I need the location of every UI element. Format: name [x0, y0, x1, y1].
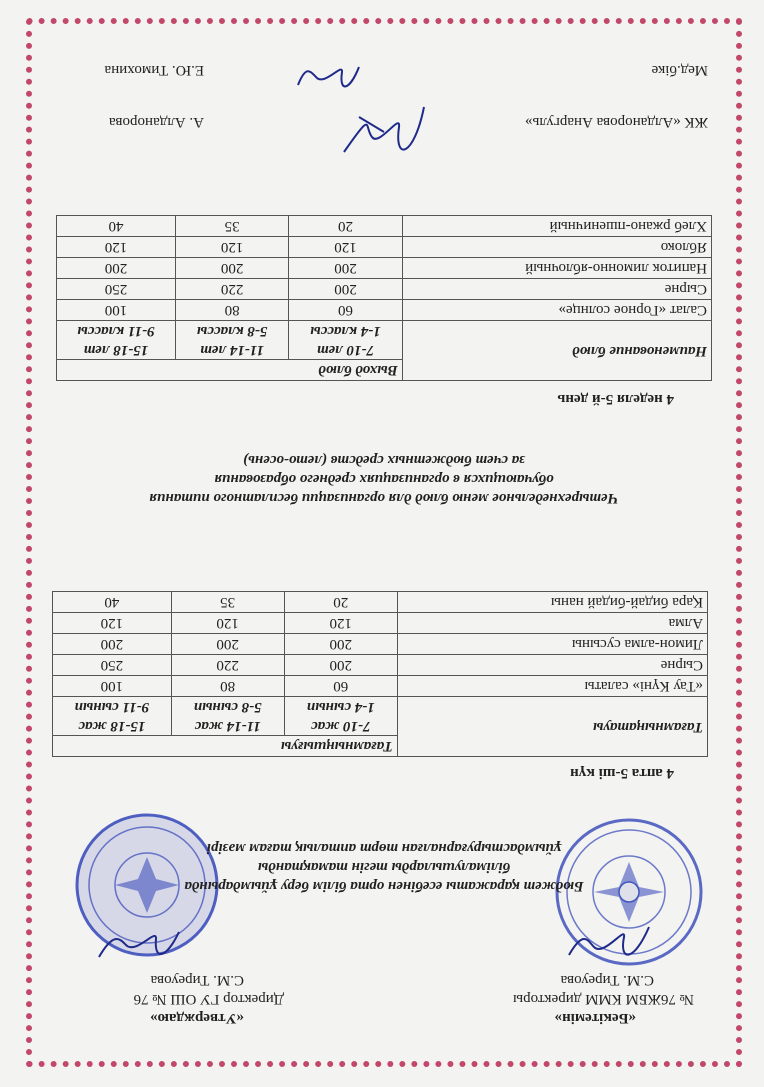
kz-table-header [53, 736, 708, 757]
approval-kz-title: «Бекітемін» [554, 1010, 636, 1026]
dish-value: 120 [171, 613, 284, 634]
ru-age-col-1 [289, 321, 402, 360]
dish-name: Алма [397, 613, 707, 634]
dish-value: 200 [284, 655, 397, 676]
kz-title [84, 838, 684, 895]
ru-title-line1: Четырехнедельное меню блюд для организации бесплатного питания [149, 490, 619, 506]
dish-value: 100 [53, 676, 172, 697]
dish-name: Лимон-алма сусыны [397, 634, 707, 655]
dish-value: 200 [175, 258, 288, 279]
kz-grade-1: 1-4 сынып [306, 699, 375, 715]
ru-age-1: 7-10 лет [316, 342, 375, 358]
ru-day-label: 4 неделя 5-й день [557, 391, 674, 407]
dish-value: 100 [57, 300, 176, 321]
dish-value: 200 [289, 279, 402, 300]
table-row [53, 634, 708, 655]
kz-title-line3: ұйымдастыруғарналған төрт апталық тағам мәзірі [206, 840, 562, 856]
table-row [53, 655, 708, 676]
dish-value: 40 [57, 216, 176, 237]
dish-name: Хлеб ржано-пшеничный [402, 216, 711, 237]
kz-grade-2: 5-8 сынып [193, 699, 262, 715]
dish-name: Сырне [397, 655, 707, 676]
table-row [57, 237, 712, 258]
ru-age-3: 15-18 лет [83, 342, 149, 358]
ru-title-line2: обучающихся в организациях среднего образования [214, 471, 554, 487]
dish-value: 35 [171, 592, 284, 613]
dish-value: 80 [171, 676, 284, 697]
dish-value: 60 [289, 300, 402, 321]
dish-value: 200 [53, 634, 172, 655]
dish-name: Сырне [402, 279, 711, 300]
director-signature-ru-icon [94, 917, 184, 967]
kz-age-col-3 [53, 697, 172, 736]
ru-title [84, 450, 684, 507]
kz-col-name: Тағамныңатауы [397, 697, 707, 757]
dish-value: 200 [284, 634, 397, 655]
ru-age-2: 11-14 лет [200, 342, 264, 358]
dish-value: 120 [53, 613, 172, 634]
kz-title-line2: білімалушыларды тегін тамақтанды [257, 859, 511, 875]
kz-age-col-1 [284, 697, 397, 736]
nurse-label: Мед.біке [651, 62, 708, 78]
dish-name: Напиток лимонно-яблочный [402, 258, 711, 279]
company-person: А. Алданорова [108, 114, 204, 130]
dish-value: 250 [53, 655, 172, 676]
dish-value: 35 [175, 216, 288, 237]
approval-kz-line1: № 76ЖБМ КММ директоры [513, 991, 694, 1007]
dish-name: «Тау Күні» салаты [397, 676, 707, 697]
ru-table-header [57, 360, 712, 381]
kz-age-2: 11-14 жас [194, 718, 261, 734]
dish-name: Яблоко [402, 237, 711, 258]
dish-value: 120 [289, 237, 402, 258]
ru-grade-1: 1-4 классы [310, 323, 381, 339]
ru-col-output: Выход блюд [57, 360, 403, 381]
dish-name: Салат «Горное солнце» [402, 300, 711, 321]
approval-kz-line2: С.М. Тиреуова [560, 972, 654, 988]
nurse-person: Е.Ю. Тимохина [104, 62, 204, 78]
kz-age-3: 15-18 жас [78, 718, 146, 734]
table-row [57, 258, 712, 279]
dish-value: 220 [171, 655, 284, 676]
dish-value: 20 [284, 592, 397, 613]
dish-value: 80 [175, 300, 288, 321]
kz-age-1: 7-10 жас [311, 718, 371, 734]
ru-col-name: Наименование блюд [402, 321, 711, 381]
kz-col-output: Тағамныңшығуы [53, 736, 398, 757]
table-row [57, 279, 712, 300]
ru-age-col-2 [175, 321, 288, 360]
approval-ru [134, 970, 284, 1027]
kz-grade-3: 9-11 сынып [74, 699, 150, 715]
table-row [53, 676, 708, 697]
dish-value: 120 [57, 237, 176, 258]
approval-kz [513, 970, 694, 1027]
kz-title-line1: Бюджет қаражаты есебінен орта білім беру ұйымдарында [184, 878, 584, 894]
kz-age-col-2 [171, 697, 284, 736]
dish-value: 120 [175, 237, 288, 258]
nurse-signature-icon [294, 57, 364, 97]
dish-value: 20 [289, 216, 402, 237]
table-row [53, 592, 708, 613]
dish-value: 120 [284, 613, 397, 634]
ru-menu-table [56, 215, 712, 381]
ru-grade-2: 5-8 классы [196, 323, 268, 339]
ru-age-col-3 [57, 321, 176, 360]
dish-value: 200 [289, 258, 402, 279]
dish-value: 220 [175, 279, 288, 300]
dish-value: 60 [284, 676, 397, 697]
kz-day-label: 4 апта 5-ші күн [570, 765, 674, 781]
approval-ru-title: «Утверждаю» [150, 1010, 244, 1026]
dish-name: Қара бидай-бидай наны [397, 592, 707, 613]
table-row [53, 613, 708, 634]
company-signatory: ЖК «Алданорова Анаргуль» [525, 114, 708, 130]
dish-value: 250 [57, 279, 176, 300]
approval-ru-line1: Директор ГУ ОШ № 76 [133, 991, 284, 1007]
ru-grade-3: 9-11 классы [77, 323, 155, 339]
table-row [57, 300, 712, 321]
approval-ru-line2: С.М. Тиреуова [150, 972, 244, 988]
dish-value: 200 [57, 258, 176, 279]
ru-title-line3: за счет бюджетных средств (лето-осень) [243, 452, 525, 468]
dish-value: 200 [171, 634, 284, 655]
table-row [57, 216, 712, 237]
company-signature-icon [334, 97, 434, 167]
kz-menu-table [52, 591, 708, 757]
dish-value: 40 [53, 592, 172, 613]
director-signature-kz-icon [564, 917, 654, 967]
